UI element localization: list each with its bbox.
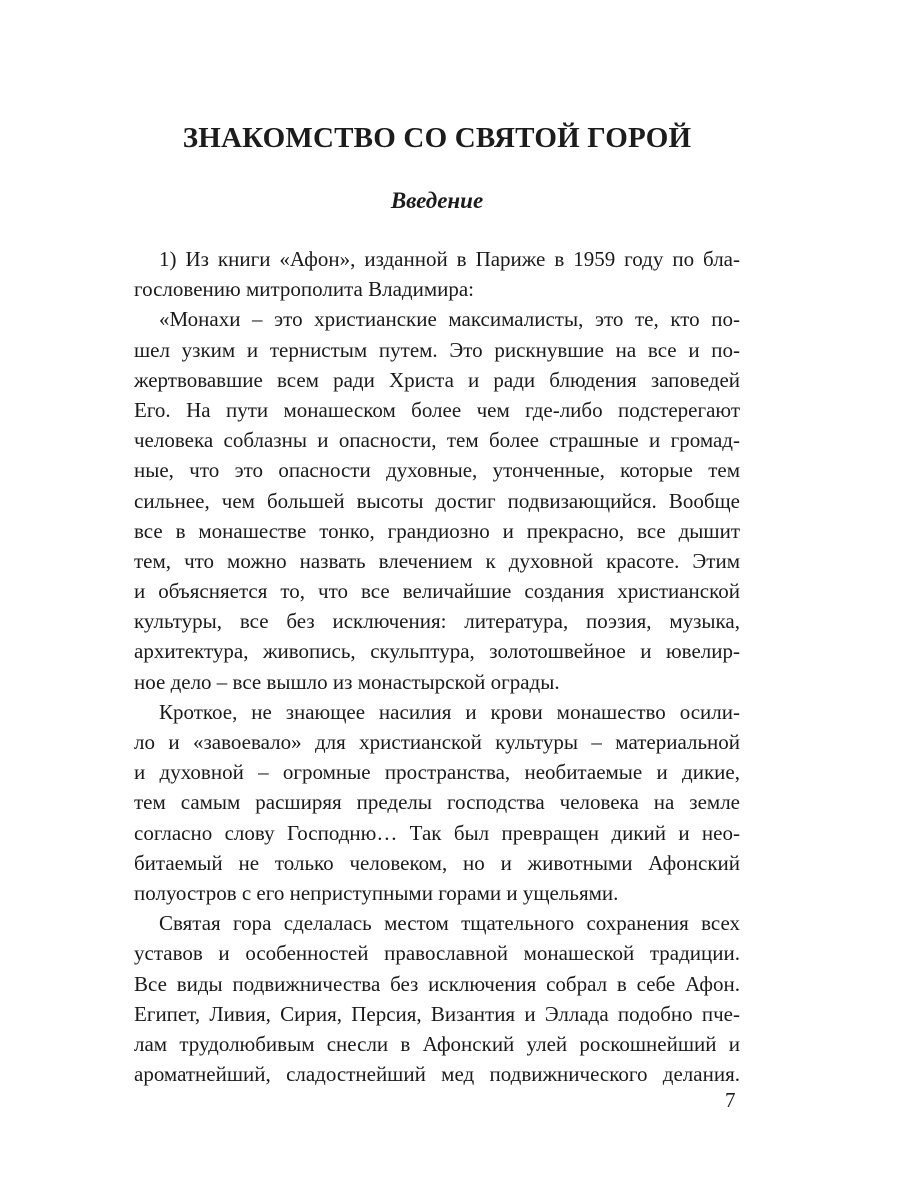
text-line: 1) Из книги «Афон», изданной в Париже в 1959 году по бла- xyxy=(159,247,740,271)
text-line: человека соблазны и опасности, тем более страшные и громад- xyxy=(134,428,740,453)
paragraph-3 xyxy=(134,697,740,908)
text-line: битаемый не только человеком, но и животными Афонский xyxy=(134,850,740,875)
text-line: тем самым расширяя пределы господства человека на земле xyxy=(134,790,740,815)
text-line: тем, что можно назвать влечением к духовной красоте. Этим xyxy=(134,548,740,573)
text-line: ное дело – все вышло из монастырской ограды. xyxy=(134,669,560,694)
text-line: Египет, Ливия, Сирия, Персия, Византия и Эллада подобно пче- xyxy=(134,1001,740,1026)
text-line: ароматнейший, сладостнейший мед подвижнического делания. xyxy=(134,1062,740,1087)
text-line: ные, что это опасности духовные, утонченные, которые тем xyxy=(134,458,740,483)
text-line: жертвовавшие всем ради Христа и ради блюдения заповедей xyxy=(134,367,740,392)
text-line: шел узким и тернистым путем. Это рискнувшие на все и по- xyxy=(134,337,740,362)
text-line: все в монашестве тонко, грандиозно и прекрасно, все дышит xyxy=(134,518,740,543)
text-line: согласно слову Господню… Так был превращен дикий и нео- xyxy=(134,820,740,845)
text-line: сильнее, чем большей высоты достиг подвизающийся. Вообще xyxy=(134,488,740,513)
text-line: гословению митрополита Владимира: xyxy=(134,277,474,302)
text-line: Его. На пути монашеском более чем где-либо подстерегают xyxy=(134,397,740,422)
paragraph-4 xyxy=(134,908,740,1089)
body-text xyxy=(134,244,740,1089)
text-line: и духовной – огромные пространства, необитаемые и дикие, xyxy=(134,760,740,785)
text-line: ло и «завоевало» для христианской культуры – материальной xyxy=(134,730,740,754)
text-line: архитектура, живопись, скульптура, золотошвейное и ювелир- xyxy=(134,639,740,664)
page-number: 7 xyxy=(725,1088,736,1112)
chapter-title: ЗНАКОМСТВО СО СВЯТОЙ ГОРОЙ xyxy=(182,122,692,154)
text-line: культуры, все без исключения: литература, поэзия, музыка, xyxy=(134,609,740,634)
section-title: Введение xyxy=(390,188,484,213)
text-line: Кроткое, не знающее насилия и крови монашество осили- xyxy=(159,699,740,724)
paragraph-2 xyxy=(134,304,740,696)
text-line: Все виды подвижничества без исключения собрал в себе Афон. xyxy=(134,971,740,996)
text-line: Святая гора сделалась местом тщательного сохранения всех xyxy=(159,911,740,936)
paragraph-1 xyxy=(134,244,740,304)
text-line: полуостров с его неприступными горами и ущельями. xyxy=(134,880,619,905)
text-line: и объясняется то, что все величайшие создания христианской xyxy=(134,579,740,604)
text-line: лам трудолюбивым снесли в Афонский улей роскошнейший и xyxy=(134,1031,740,1056)
text-line: уставов и особенностей православной монашеской традиции. xyxy=(134,941,740,966)
text-line: «Монахи – это христианские максималисты, это те, кто по- xyxy=(159,307,740,332)
